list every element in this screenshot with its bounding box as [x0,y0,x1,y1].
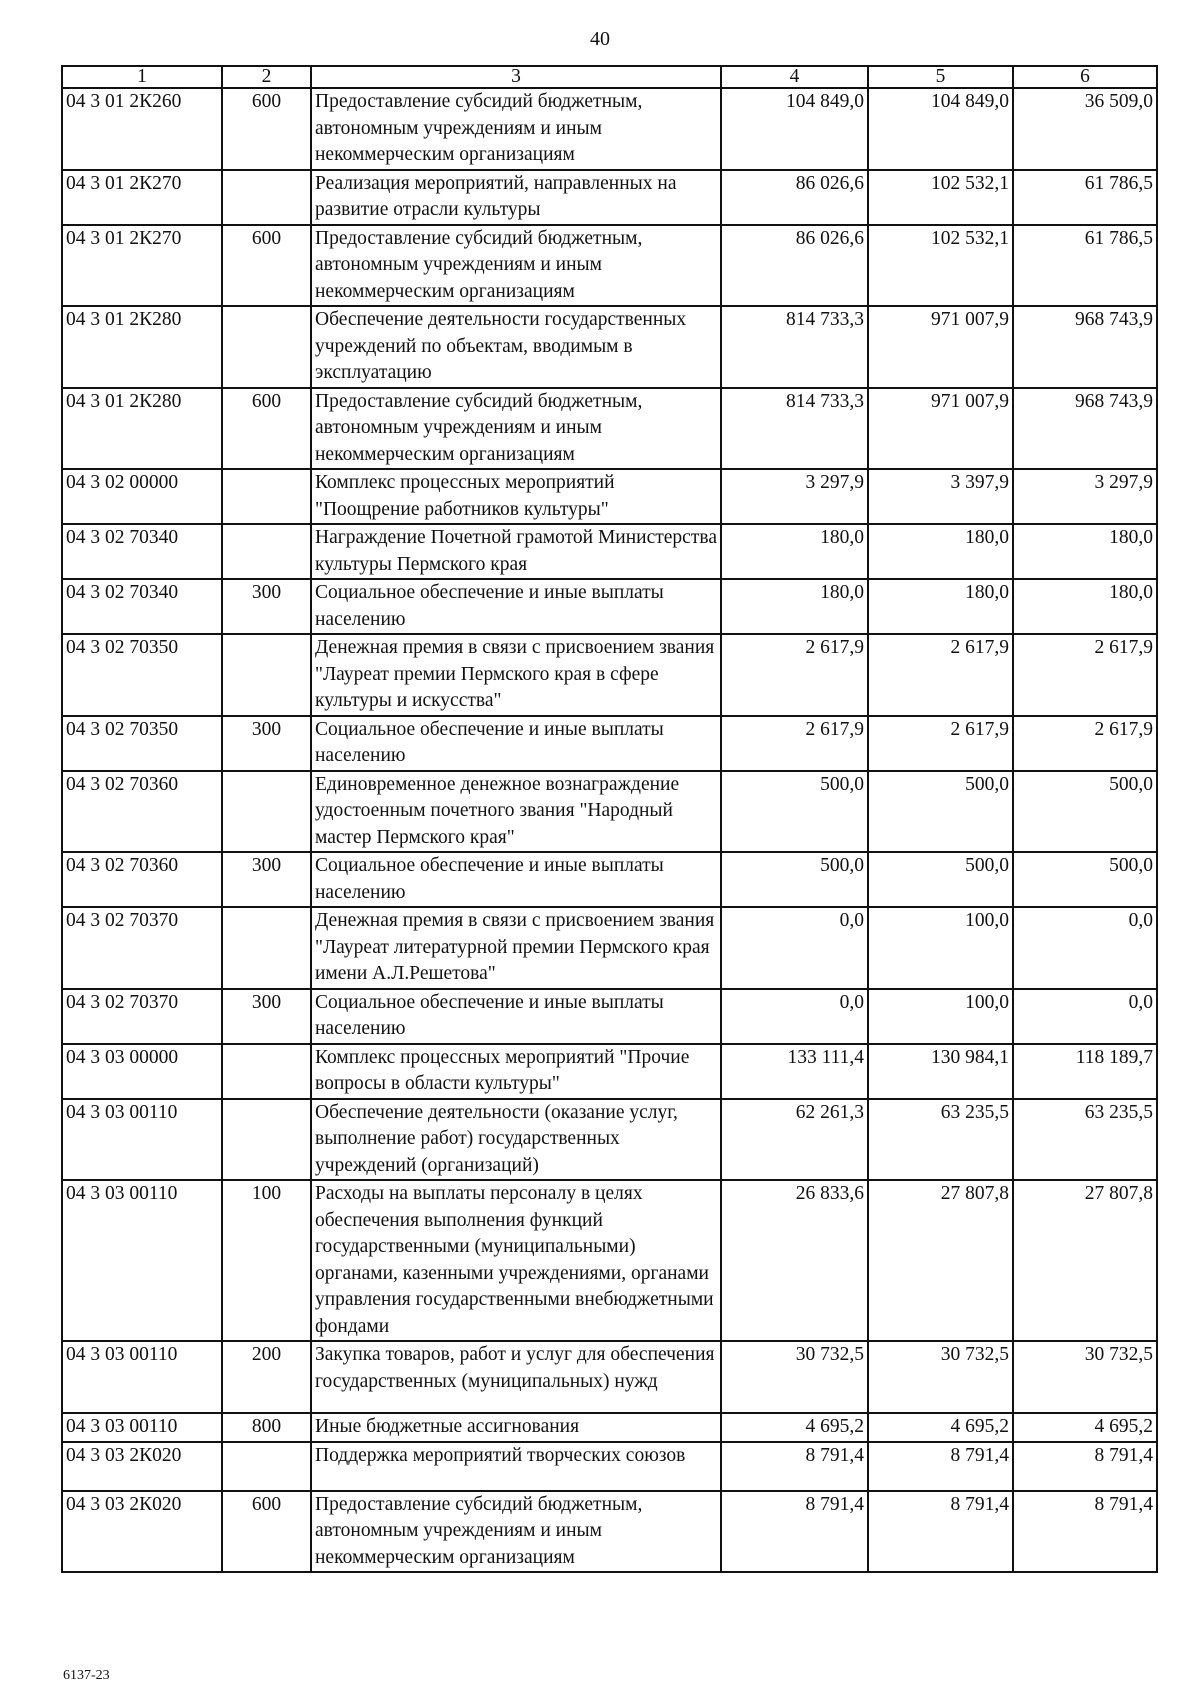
cell-amount-col4: 180,0 [721,579,868,634]
cell-amount-col5: 104 849,0 [868,88,1013,170]
cell-code: 04 3 03 00110 [62,1341,222,1413]
cell-name: Предоставление субсидий бюджетным, автономным учреждениям и иным некоммерческим организациям [311,225,721,307]
cell-amount-col4: 180,0 [721,524,868,579]
table-row [62,1044,1157,1099]
table-row [62,989,1157,1044]
cell-amount-col5: 8 791,4 [868,1491,1013,1573]
cell-amount-col6: 30 732,5 [1013,1341,1157,1413]
cell-code: 04 3 02 70370 [62,907,222,989]
cell-amount-col4: 4 695,2 [721,1413,868,1442]
cell-name: Предоставление субсидий бюджетным, автономным учреждениям и иным некоммерческим организациям [311,388,721,470]
cell-name: Социальное обеспечение и иные выплаты населению [311,989,721,1044]
cell-expense-type [222,524,311,579]
cell-expense-type [222,907,311,989]
cell-amount-col5: 100,0 [868,989,1013,1044]
cell-amount-col5: 500,0 [868,771,1013,853]
cell-name: Социальное обеспечение и иные выплаты населению [311,716,721,771]
table-row [62,225,1157,307]
cell-name: Предоставление субсидий бюджетным, автономным учреждениям и иным некоммерческим организациям [311,1491,721,1573]
column-header: 3 [311,66,721,88]
cell-name: Денежная премия в связи с присвоением звания "Лауреат литературной премии Пермского края имени А.Л.Решетова" [311,907,721,989]
cell-expense-type: 600 [222,88,311,170]
cell-amount-col5: 180,0 [868,579,1013,634]
cell-amount-col5: 27 807,8 [868,1180,1013,1341]
budget-table [61,65,1158,1573]
cell-amount-col5: 500,0 [868,852,1013,907]
cell-amount-col4: 2 617,9 [721,716,868,771]
table-row [62,1413,1157,1442]
cell-amount-col6: 36 509,0 [1013,88,1157,170]
table-row [62,1099,1157,1181]
cell-amount-col6: 27 807,8 [1013,1180,1157,1341]
cell-code: 04 3 01 2К270 [62,170,222,225]
cell-amount-col5: 8 791,4 [868,1442,1013,1491]
cell-expense-type: 300 [222,716,311,771]
cell-amount-col6: 4 695,2 [1013,1413,1157,1442]
cell-name: Поддержка мероприятий творческих союзов [311,1442,721,1491]
cell-amount-col4: 8 791,4 [721,1491,868,1573]
cell-code: 04 3 02 70370 [62,989,222,1044]
cell-amount-col5: 2 617,9 [868,634,1013,716]
cell-expense-type: 600 [222,388,311,470]
cell-amount-col6: 968 743,9 [1013,388,1157,470]
cell-amount-col4: 814 733,3 [721,306,868,388]
cell-code: 04 3 03 2К020 [62,1491,222,1573]
cell-amount-col4: 62 261,3 [721,1099,868,1181]
cell-expense-type [222,469,311,524]
cell-amount-col6: 968 743,9 [1013,306,1157,388]
cell-amount-col4: 8 791,4 [721,1442,868,1491]
cell-expense-type: 300 [222,852,311,907]
cell-expense-type [222,634,311,716]
table-row [62,579,1157,634]
cell-amount-col4: 3 297,9 [721,469,868,524]
cell-amount-col5: 130 984,1 [868,1044,1013,1099]
cell-code: 04 3 02 70360 [62,852,222,907]
cell-code: 04 3 01 2К280 [62,306,222,388]
cell-name: Комплекс процессных мероприятий "Поощрение работников культуры" [311,469,721,524]
cell-expense-type: 200 [222,1341,311,1413]
cell-expense-type: 600 [222,1491,311,1573]
table-row [62,1341,1157,1413]
cell-amount-col6: 63 235,5 [1013,1099,1157,1181]
cell-code: 04 3 02 00000 [62,469,222,524]
cell-name: Иные бюджетные ассигнования [311,1413,721,1442]
column-header: 6 [1013,66,1157,88]
cell-amount-col6: 500,0 [1013,771,1157,853]
page-number: 40 [590,28,610,50]
cell-expense-type [222,1442,311,1491]
column-header: 1 [62,66,222,88]
cell-amount-col6: 61 786,5 [1013,225,1157,307]
cell-amount-col5: 971 007,9 [868,306,1013,388]
cell-code: 04 3 02 70340 [62,579,222,634]
cell-amount-col6: 0,0 [1013,907,1157,989]
cell-name: Денежная премия в связи с присвоением звания "Лауреат премии Пермского края в сфере культуры и искусства" [311,634,721,716]
cell-name: Предоставление субсидий бюджетным, автономным учреждениям и иным некоммерческим организациям [311,88,721,170]
cell-name: Расходы на выплаты персоналу в целях обеспечения выполнения функций государственными (муниципальными) органами, казенными учреждениями, органами управления государственными внебюджетными фондами [311,1180,721,1341]
cell-amount-col6: 61 786,5 [1013,170,1157,225]
cell-amount-col6: 8 791,4 [1013,1442,1157,1491]
cell-amount-col4: 30 732,5 [721,1341,868,1413]
cell-code: 04 3 03 00110 [62,1099,222,1181]
cell-amount-col4: 814 733,3 [721,388,868,470]
cell-amount-col5: 102 532,1 [868,225,1013,307]
cell-expense-type [222,1044,311,1099]
cell-code: 04 3 01 2К260 [62,88,222,170]
table-row [62,907,1157,989]
cell-amount-col6: 180,0 [1013,579,1157,634]
cell-name: Обеспечение деятельности государственных учреждений по объектам, вводимым в эксплуатацию [311,306,721,388]
cell-amount-col6: 2 617,9 [1013,634,1157,716]
cell-code: 04 3 02 70350 [62,716,222,771]
cell-amount-col6: 0,0 [1013,989,1157,1044]
cell-amount-col4: 0,0 [721,989,868,1044]
table-row [62,852,1157,907]
cell-amount-col5: 63 235,5 [868,1099,1013,1181]
cell-name: Комплекс процессных мероприятий "Прочие вопросы в области культуры" [311,1044,721,1099]
table-row [62,634,1157,716]
cell-expense-type [222,306,311,388]
table-row [62,1491,1157,1573]
cell-amount-col4: 500,0 [721,852,868,907]
cell-name: Обеспечение деятельности (оказание услуг, выполнение работ) государственных учреждений (организаций) [311,1099,721,1181]
cell-code: 04 3 02 70340 [62,524,222,579]
cell-name: Единовременное денежное вознаграждение удостоенным почетного звания "Народный мастер Пермского края" [311,771,721,853]
cell-code: 04 3 01 2К280 [62,388,222,470]
cell-amount-col4: 26 833,6 [721,1180,868,1341]
table-row [62,716,1157,771]
column-header: 2 [222,66,311,88]
table-row [62,1442,1157,1491]
cell-name: Награждение Почетной грамотой Министерства культуры Пермского края [311,524,721,579]
cell-amount-col5: 3 397,9 [868,469,1013,524]
cell-amount-col5: 180,0 [868,524,1013,579]
cell-amount-col6: 2 617,9 [1013,716,1157,771]
cell-name: Социальное обеспечение и иные выплаты населению [311,579,721,634]
table-row [62,388,1157,470]
cell-name: Реализация мероприятий, направленных на развитие отрасли культуры [311,170,721,225]
table-row [62,524,1157,579]
cell-code: 04 3 03 00000 [62,1044,222,1099]
cell-code: 04 3 03 2К020 [62,1442,222,1491]
cell-expense-type [222,1099,311,1181]
cell-amount-col6: 500,0 [1013,852,1157,907]
cell-amount-col6: 118 189,7 [1013,1044,1157,1099]
cell-code: 04 3 03 00110 [62,1413,222,1442]
table-row [62,1180,1157,1341]
cell-code: 04 3 02 70360 [62,771,222,853]
cell-name: Социальное обеспечение и иные выплаты населению [311,852,721,907]
column-header: 5 [868,66,1013,88]
table-row [62,771,1157,853]
cell-code: 04 3 02 70350 [62,634,222,716]
cell-expense-type: 100 [222,1180,311,1341]
cell-expense-type [222,170,311,225]
cell-expense-type: 300 [222,989,311,1044]
cell-expense-type: 300 [222,579,311,634]
cell-amount-col5: 2 617,9 [868,716,1013,771]
cell-expense-type [222,771,311,853]
cell-amount-col5: 102 532,1 [868,170,1013,225]
table-row [62,170,1157,225]
table-row [62,88,1157,170]
document-code: 6137-23 [63,1668,110,1683]
cell-amount-col4: 86 026,6 [721,170,868,225]
cell-amount-col5: 100,0 [868,907,1013,989]
cell-amount-col6: 3 297,9 [1013,469,1157,524]
cell-amount-col4: 86 026,6 [721,225,868,307]
cell-amount-col4: 0,0 [721,907,868,989]
cell-amount-col6: 8 791,4 [1013,1491,1157,1573]
header-row [62,66,1157,88]
cell-expense-type: 800 [222,1413,311,1442]
table-row [62,306,1157,388]
cell-amount-col5: 30 732,5 [868,1341,1013,1413]
cell-amount-col4: 104 849,0 [721,88,868,170]
cell-amount-col4: 500,0 [721,771,868,853]
table-row [62,469,1157,524]
column-header: 4 [721,66,868,88]
cell-code: 04 3 03 00110 [62,1180,222,1341]
cell-amount-col4: 2 617,9 [721,634,868,716]
cell-amount-col4: 133 111,4 [721,1044,868,1099]
cell-name: Закупка товаров, работ и услуг для обеспечения государственных (муниципальных) нужд [311,1341,721,1413]
cell-amount-col5: 4 695,2 [868,1413,1013,1442]
cell-expense-type: 600 [222,225,311,307]
cell-code: 04 3 01 2К270 [62,225,222,307]
cell-amount-col6: 180,0 [1013,524,1157,579]
cell-amount-col5: 971 007,9 [868,388,1013,470]
